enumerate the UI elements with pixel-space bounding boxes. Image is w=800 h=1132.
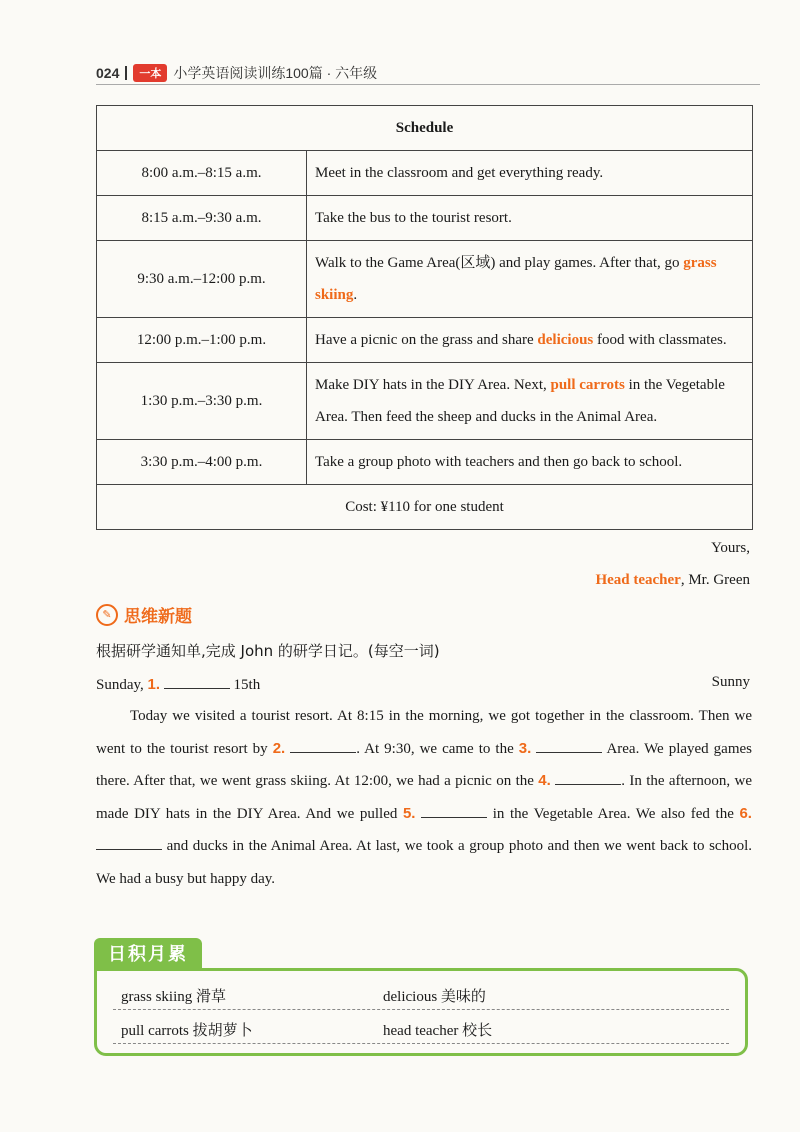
series-title: 小学英语阅读训练100篇 · 六年级 (173, 65, 378, 81)
schedule-time: 8:00 a.m.–8:15 a.m. (97, 151, 307, 196)
schedule-row (97, 363, 753, 440)
schedule-activity (307, 151, 753, 196)
schedule-table (96, 105, 753, 530)
vocab-item: grass skiing 滑草 (121, 989, 227, 1005)
blank-number: 3. (518, 739, 532, 757)
vocab-item: delicious 美味的 (383, 989, 486, 1005)
signature-name: , Mr. Green (680, 572, 750, 588)
signature-title: Head teacher (595, 572, 681, 588)
schedule-time: 12:00 p.m.–1:00 p.m. (97, 318, 307, 363)
diary-date (96, 674, 260, 694)
activity-text: . (353, 287, 358, 303)
vocab-title: 日积月累 (94, 938, 202, 968)
activity-text: Meet in the classroom and get everything ready. (315, 165, 604, 181)
schedule-time: 3:30 p.m.–4:00 p.m. (97, 440, 307, 485)
schedule-row (97, 241, 753, 318)
vocab-box (94, 968, 748, 1056)
header-divider (96, 84, 760, 85)
highlight-phrase: grass skiing (315, 255, 717, 303)
answer-blank[interactable] (421, 803, 487, 818)
schedule-title: Schedule (97, 106, 753, 151)
highlight-phrase: pull carrots (550, 377, 625, 393)
blank-number-1: 1. (147, 676, 161, 693)
diary-date-suffix: 15th (233, 677, 261, 693)
diary-text: . In the afternoon, we made DIY hats in the DIY Area. And we pulled (96, 773, 752, 822)
schedule-row (97, 440, 753, 485)
blank-1[interactable] (164, 674, 230, 689)
header-separator (125, 66, 127, 80)
answer-blank[interactable] (290, 738, 356, 753)
highlight-phrase: delicious (537, 332, 594, 348)
schedule-activity (307, 196, 753, 241)
cost: Cost: ¥110 for one student (97, 485, 753, 530)
diary-weather: Sunny (711, 674, 750, 690)
blank-number: 6. (739, 804, 752, 822)
activity-text: Take the bus to the tourist resort. (315, 210, 512, 226)
answer-blank[interactable] (555, 770, 621, 785)
schedule-row (97, 318, 753, 363)
diary-body (96, 700, 752, 895)
diary-text: and ducks in the Animal Area. At last, we took a group photo and then we went back to school. We had a busy but happy day. (96, 838, 752, 887)
schedule-activity (307, 440, 753, 485)
answer-blank[interactable] (536, 738, 602, 753)
pencil-icon: ✎ (96, 604, 118, 626)
section-title-text: 思维新题 (124, 607, 192, 627)
closing: Yours, (711, 540, 750, 556)
schedule-activity (307, 241, 753, 318)
schedule-time: 1:30 p.m.–3:30 p.m. (97, 363, 307, 440)
schedule-time: 8:15 a.m.–9:30 a.m. (97, 196, 307, 241)
diary-header (96, 674, 750, 694)
schedule-row (97, 196, 753, 241)
diary-text: Today we visited a tourist resort. At 8:15 in the morning, we got together in the classroom. Then we went to the tourist resort by (96, 708, 752, 757)
activity-text: Have a picnic on the grass and share (315, 332, 538, 348)
instruction: 根据研学通知单,完成 John 的研学日记。(每空一词) (96, 642, 440, 660)
page-header (96, 62, 377, 84)
vocab-item: head teacher 校长 (383, 1023, 493, 1039)
cost-row (97, 485, 753, 530)
diary-day: Sunday, (96, 677, 144, 693)
blank-number: 4. (538, 772, 551, 789)
blank-number: 2. (272, 739, 286, 757)
activity-text: Walk to the Game Area(区域) and play games. After that, go (315, 255, 684, 271)
vocab-row (113, 1011, 729, 1044)
brand-logo: 一本 (133, 64, 167, 82)
answer-blank[interactable] (96, 835, 162, 850)
diary-text: in the Vegetable Area. We also fed the (487, 805, 740, 822)
schedule-activity (307, 363, 753, 440)
activity-text: Take a group photo with teachers and then go back to school. (315, 454, 683, 470)
vocab-row (113, 977, 729, 1010)
section-title (96, 602, 192, 627)
activity-text: in the Vegetable Area. Then feed the sheep and ducks in the Animal Area. (315, 377, 725, 425)
activity-text: food with classmates. (593, 332, 727, 348)
vocab-item: pull carrots 拔胡萝卜 (121, 1023, 253, 1039)
activity-text: Make DIY hats in the DIY Area. Next, (315, 377, 551, 393)
page-number: 024 (96, 65, 120, 81)
schedule-activity (307, 318, 753, 363)
schedule-row (97, 151, 753, 196)
diary-text: . At 9:30, we came to the (356, 740, 519, 757)
schedule-title-row (97, 106, 753, 151)
diary-text: Area. We played games there. After that, we went grass skiing. At 12:00, we had a picnic on the (96, 740, 753, 789)
signature (595, 572, 750, 589)
blank-number: 5. (402, 804, 416, 822)
diary-paragraph (96, 700, 752, 895)
schedule-time: 9:30 a.m.–12:00 p.m. (97, 241, 307, 318)
